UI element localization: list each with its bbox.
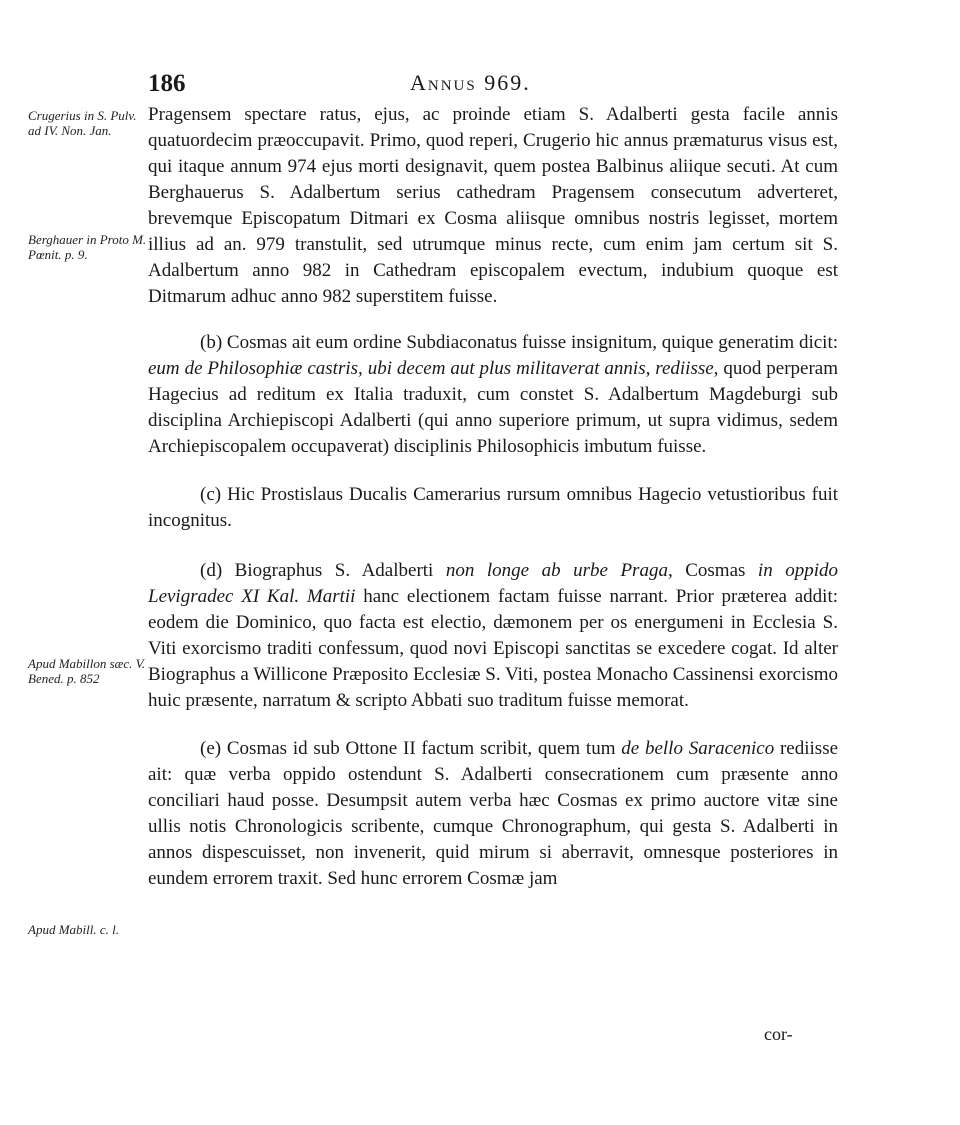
margin-note-mabill: Apud Mabill. c. l. <box>28 922 119 937</box>
paragraph-c-text: Hic Prostislaus Ducalis Camerarius rursum omnibus Hagecio vetustioribus fuit incognitus. <box>148 484 838 531</box>
paragraph-d-quote-2: in oppido Levigradec XI Kal. Martii <box>148 560 838 607</box>
margin-note-crugerius: Crugerius in S. Pulv. ad IV. Non. Jan. <box>28 108 137 138</box>
paragraph-d <box>148 558 838 714</box>
paragraph-b-text-1: Cosmas ait eum ordine Subdiaconatus fuisse insignitum, quique generatim dicit: <box>226 332 839 353</box>
note-mark-c: (c) <box>200 484 222 505</box>
paragraph-b-quote: eum de Philosophiæ castris, ubi decem aut plus militaverat annis, rediisse, <box>148 358 719 379</box>
paragraph-e-quote: de bello Saracenico <box>621 738 775 759</box>
paragraph-b <box>148 330 838 460</box>
paragraph-e-text-1: Cosmas id sub Ottone II factum scribit, quem tum <box>226 738 616 759</box>
paragraph-e-text-2: rediisse ait: quæ verba oppido ostendunt S. Adalberti consecrationem cum præsente anno conciliari haud posse. Desumpsit autem verba hæc Cosmas ex primo auctore vitæ sine ullis notis Chronologicis scribente, cumque Chronographum, qui gesta S. Adalberti in annos dispescuisset, non invenerit, quid mirum si aberravit, omnesque posteriores in eundem errorem traxit. Sed hunc errorem Cosmæ jam <box>148 738 839 889</box>
paragraph-d-text-2: Cosmas <box>685 560 746 581</box>
margin-note-berghauer: Berghauer in Proto M. Pœnit. p. 9. <box>28 232 147 262</box>
margin-note-mabillon: Apud Mabillon sæc. V. Bened. p. 852 <box>28 656 146 686</box>
running-head: Annus 969. <box>410 70 531 95</box>
paragraph-b-text-2: quod perperam Hagecius ad reditum ex Italia traduxit, cum constet S. Adalbertum Magdeburgi sub disciplina Archiepiscopi Adalberti (qui anno superiore primum, ut supra vidimus, sedem Archiepiscopalem occupaverat) disciplinis Philosophicis imbutum fuisse. <box>148 358 838 457</box>
page-number: 186 <box>148 70 186 97</box>
note-mark-e: (e) <box>200 738 222 759</box>
paragraph-d-quote-1: non longe ab urbe Praga, <box>445 560 673 581</box>
paragraph-d-text-3: hanc electionem factam fuisse narrant. Prior præterea addit: eodem die Dominico, quo facta est electio, dæmonem per os energumeni in Ecclesia S. Viti exorcismo traditi confessum, quod novi Episcopi sanctitas se excedere cogat. Id alter Biographus a Willicone Præposito Ecclesiæ S. Viti, postea Monacho Cassinensi exorcismo huic præsente, narratum & scripto Abbati suo traditum fuisse memorat. <box>148 586 838 711</box>
paragraph-e <box>148 736 838 892</box>
note-mark-d: (d) <box>200 560 223 581</box>
main-text-column <box>148 102 838 892</box>
paragraph-c <box>148 482 838 534</box>
page-header <box>148 70 848 100</box>
note-mark-b: (b) <box>200 332 223 353</box>
paragraph-d-text-1: Biographus S. Adalberti <box>234 560 434 581</box>
catchword: cor- <box>764 1024 793 1044</box>
paragraph-a: Pragensem spectare ratus, ejus, ac proinde etiam S. Adalberti gesta facile annis quatuordecim præoccupavit. Primo, quod reperi, Crugerio hic annus præmaturus visus est, qui itaque annum 974 ejus morti designavit, quem postea Balbinus aliique secuti. At cum Berghauerus S. Adalbertum serius cathedram Pragensem consecutum adverteret, brevemque Episcopatum Ditmari ex Cosma aliisque omnibus nostris legisset, mortem illius ad an. 979 transtulit, sed utrumque minus recte, cum enim jam certum sit S. Adalbertum anno 982 in Cathedram episcopalem evectum, indubium quoque est Ditmarum adhuc anno 982 superstitem fuisse. <box>148 104 838 307</box>
